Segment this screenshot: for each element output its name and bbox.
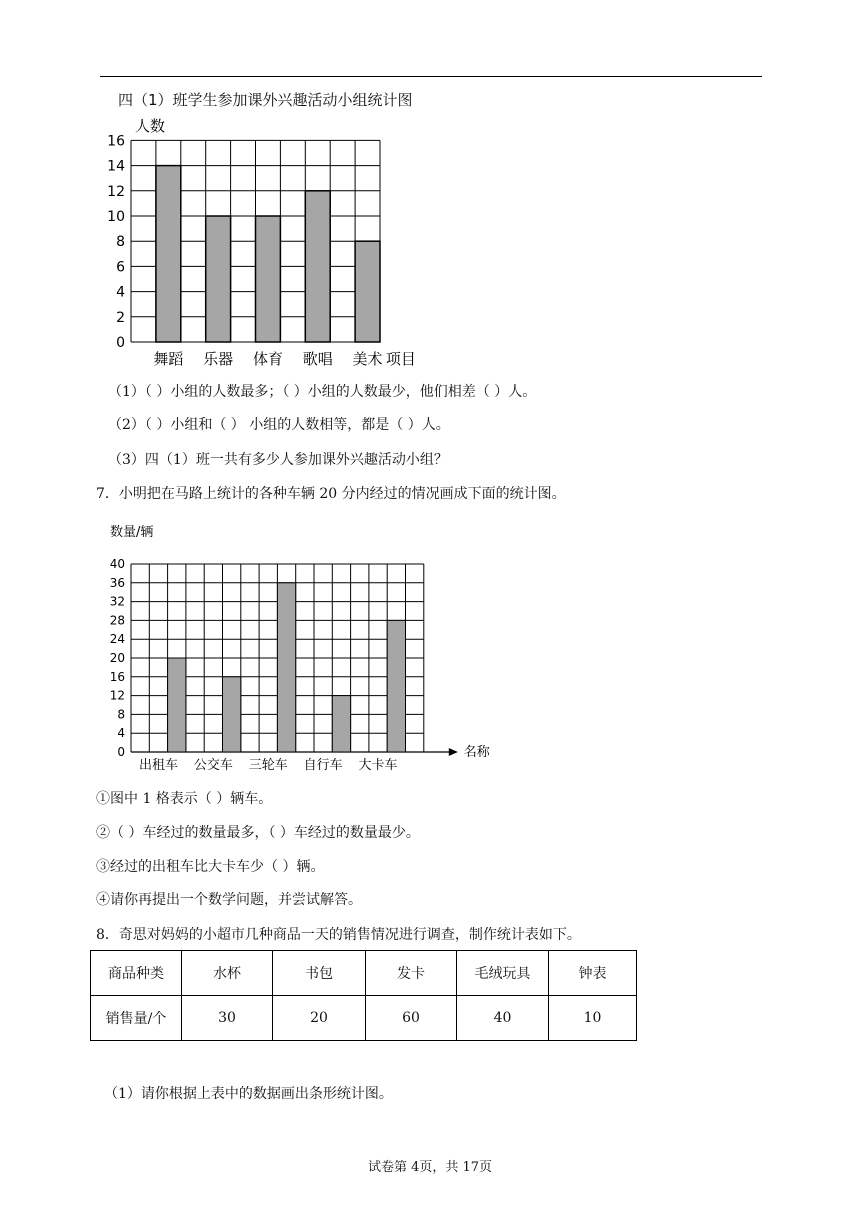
y-tick-label: 12 — [107, 183, 125, 200]
y-axis-label: 数量/辆 — [110, 525, 154, 540]
q8-line1: （1）请你根据上表中的数据画出条形统计图。 — [104, 1086, 393, 1102]
bar — [206, 216, 231, 342]
table-cell: 40 — [457, 996, 549, 1041]
table-cell: 毛绒玩具 — [457, 951, 549, 996]
x-axis-label: 项目 — [385, 350, 416, 368]
y-tick-label: 4 — [117, 726, 125, 741]
x-tick-label: 美术 — [352, 350, 383, 368]
x-tick-label: 乐器 — [203, 350, 234, 368]
table-cell: 10 — [549, 996, 637, 1041]
y-tick-label: 4 — [116, 284, 125, 301]
bar — [387, 620, 405, 752]
table-cell: 60 — [366, 996, 457, 1041]
table-cell: 钟表 — [549, 951, 637, 996]
y-tick-label: 8 — [116, 234, 125, 251]
bar — [168, 658, 186, 752]
y-tick-label: 8 — [117, 707, 125, 722]
y-tick-label: 16 — [107, 133, 125, 150]
x-tick-label: 自行车 — [303, 758, 343, 773]
bar — [256, 216, 281, 342]
y-tick-label: 2 — [116, 309, 125, 326]
bar — [355, 241, 380, 342]
q7-line3: ③经过的出租车比大卡车少（ ）辆。 — [96, 859, 325, 875]
q8-prompt: 8．奇思对妈妈的小超市几种商品一天的销售情况进行调查，制作统计表如下。 — [96, 927, 581, 943]
y-tick-label: 12 — [109, 688, 125, 703]
q7-prompt: 7．小明把在马路上统计的各种车辆 20 分内经过的情况画成下面的统计图。 — [96, 486, 566, 502]
x-tick-label: 出租车 — [138, 758, 178, 773]
y-tick-label: 10 — [107, 209, 125, 225]
bar — [156, 166, 181, 342]
x-axis-label: 名称 — [463, 745, 490, 760]
y-tick-label: 24 — [109, 632, 125, 647]
y-tick-label: 32 — [109, 594, 125, 609]
chart1-activity-groups — [100, 112, 460, 374]
y-tick-label: 14 — [107, 158, 125, 175]
bar — [223, 677, 241, 752]
x-tick-label: 公交车 — [193, 758, 233, 773]
y-tick-label: 6 — [116, 259, 125, 276]
bar — [305, 191, 330, 342]
chart2-vehicles — [100, 518, 500, 774]
sales-table — [90, 950, 637, 1041]
bar — [277, 583, 295, 752]
table-cell: 30 — [182, 996, 273, 1041]
y-axis-label: 人数 — [135, 117, 166, 135]
table-header-row — [91, 951, 637, 996]
x-tick-label: 舞蹈 — [153, 350, 184, 368]
table-cell: 发卡 — [366, 951, 457, 996]
y-tick-label: 16 — [109, 669, 125, 684]
x-axis-arrow — [449, 748, 458, 756]
y-tick-label: 0 — [116, 335, 125, 351]
x-tick-label: 三轮车 — [248, 758, 288, 773]
x-tick-label: 歌唱 — [302, 350, 333, 368]
q7-line4: ④请你再提出一个数学问题，并尝试解答。 — [96, 892, 362, 908]
table-cell: 水杯 — [182, 951, 273, 996]
q7-line1: ①图中 1 格表示（ ）辆车。 — [96, 791, 273, 807]
header-rule — [100, 76, 762, 77]
y-tick-label: 28 — [109, 613, 125, 628]
table-cell: 商品种类 — [91, 951, 182, 996]
y-tick-label: 36 — [109, 575, 125, 590]
x-tick-label: 大卡车 — [358, 758, 398, 773]
q6-line2: （2）（ ）小组和（ ） 小组的人数相等，都是（ ）人。 — [108, 417, 450, 433]
table-cell: 书包 — [273, 951, 366, 996]
page-footer: 试卷第 4页，共 17页 — [367, 1160, 493, 1175]
y-tick-label: 0 — [117, 745, 125, 759]
y-tick-label: 40 — [109, 557, 125, 571]
bar — [332, 696, 350, 752]
chart1-title: 四（1）班学生参加课外兴趣活动小组统计图 — [118, 91, 413, 109]
table-cell: 20 — [273, 996, 366, 1041]
q6-line3: （3）四（1）班一共有多少人参加课外兴趣活动小组？ — [108, 452, 448, 468]
table-cell: 销售量/个 — [91, 996, 182, 1041]
y-tick-label: 20 — [109, 651, 125, 665]
q6-line1: （1）（ ）小组的人数最多；（ ）小组的人数最少，他们相差（ ）人。 — [108, 384, 537, 400]
table-row — [91, 996, 637, 1041]
x-tick-label: 体育 — [252, 350, 283, 368]
q7-line2: ②（ ）车经过的数量最多，（ ）车经过的数量最少。 — [96, 825, 420, 841]
